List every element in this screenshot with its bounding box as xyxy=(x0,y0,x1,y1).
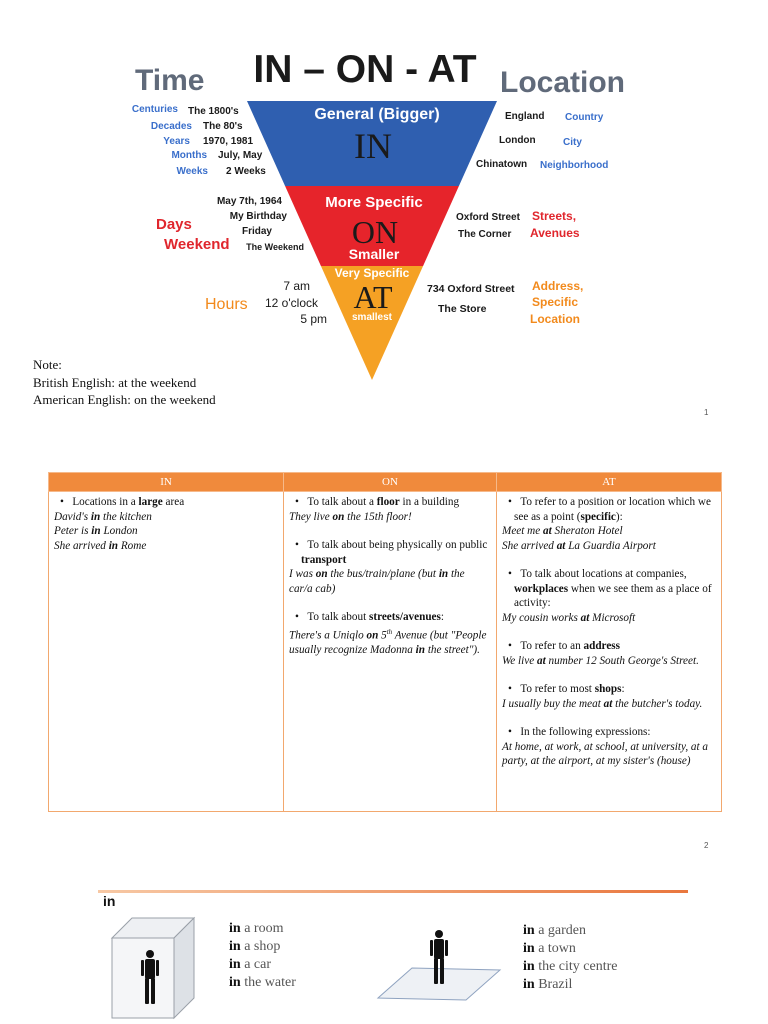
in-phrase-list-left xyxy=(229,920,296,992)
place-cat-country: Country xyxy=(565,112,604,123)
at-example: My cousin works at Microsoft xyxy=(502,611,636,624)
time-ex-centuries: The 1800's xyxy=(188,106,239,117)
table-row xyxy=(49,492,722,812)
place-ex-chinatown: Chinatown xyxy=(476,159,528,170)
at-example: We live at number 12 South George's Street. xyxy=(502,654,699,667)
in-cell xyxy=(49,492,284,812)
at-place-ex-1: 734 Oxford Street xyxy=(427,283,515,295)
in-caption: General (Bigger) xyxy=(314,106,440,123)
on-place-cat-streets: Streets, xyxy=(532,209,577,223)
list-item: in a town xyxy=(523,941,576,956)
section-strip xyxy=(98,890,688,893)
at-rule-shops: • To refer to most shops: xyxy=(502,682,716,697)
at-time-cat-hours: Hours xyxy=(205,296,248,313)
on-place-ex-1: Oxford Street xyxy=(456,212,520,223)
list-item: in a car xyxy=(229,957,271,972)
at-example: I usually buy the meat at the butcher's today. xyxy=(502,697,703,710)
time-cat-decades: Decades xyxy=(150,121,192,132)
list-item: in the water xyxy=(229,975,296,990)
on-cell xyxy=(284,492,497,812)
at-rule-workplaces: • To talk about locations at companies, workplaces when we see them as a place of activity: xyxy=(502,567,716,611)
at-place-cat-address: Address, xyxy=(532,279,584,293)
at-sub: smallest xyxy=(351,312,393,323)
list-item: in the city centre xyxy=(523,959,618,974)
at-time-ex-1: 7 am xyxy=(283,279,310,293)
at-time-ex-3: 5 pm xyxy=(300,312,327,326)
time-ex-months: July, May xyxy=(218,150,263,161)
time-cat-years: Years xyxy=(163,136,190,147)
place-cat-neighborhood: Neighborhood xyxy=(540,160,609,171)
list-item: in a garden xyxy=(523,923,586,938)
on-time-ex-2: My Birthday xyxy=(229,211,287,222)
open-area-illustration xyxy=(374,924,504,1004)
place-ex-england: England xyxy=(505,111,545,122)
on-time-ex-3: Friday xyxy=(241,226,272,237)
on-time-cat-days: Days xyxy=(156,216,192,233)
on-example: They live on the 15th floor! xyxy=(289,510,412,523)
location-heading: Location xyxy=(500,66,625,99)
at-place-cat-specific: Specific xyxy=(532,295,579,309)
on-place-ex-2: The Corner xyxy=(458,229,512,240)
on-caption: More Specific xyxy=(325,194,423,211)
on-time-ex-1: May 7th, 1964 xyxy=(216,196,282,207)
time-cat-months: Months xyxy=(171,150,207,161)
at-example: Meet me at Sheraton Hotel xyxy=(502,525,623,537)
on-sub: Smaller xyxy=(348,246,400,262)
on-place-cat-avenues: Avenues xyxy=(530,226,580,240)
on-example: I was on the bus/train/plane (but in the car/a cab) xyxy=(289,568,465,595)
list-item: in Brazil xyxy=(523,977,573,992)
on-rule-streets: • To talk about streets/avenues: xyxy=(289,610,491,625)
note-british: British English: at the weekend xyxy=(33,375,197,390)
in-example: Peter is in London xyxy=(54,525,138,537)
time-cat-centuries: Centuries xyxy=(131,104,178,115)
place-ex-london: London xyxy=(499,135,536,146)
in-section-label: in xyxy=(103,893,116,909)
time-ex-decades: The 80's xyxy=(203,121,243,132)
list-item: in a room xyxy=(229,921,284,936)
at-rule-expressions: • In the following expressions: xyxy=(502,725,716,740)
room-cube-illustration xyxy=(108,910,198,1020)
in-on-at-infographic xyxy=(0,0,768,400)
list-item: in a shop xyxy=(229,939,281,954)
page-number-2: 2 xyxy=(704,841,709,850)
in-word: IN xyxy=(354,126,392,166)
page-number-1: 1 xyxy=(704,408,709,417)
at-example: At home, at work, at school, at university, at a party, at the airport, at my sister's (house) xyxy=(502,740,709,767)
in-rule-large-area: • Locations in a large area xyxy=(54,495,278,510)
on-time-cat-weekend: Weekend xyxy=(164,236,230,253)
on-rule-transport: • To talk about being physically on public transport xyxy=(289,538,491,567)
header-on: ON xyxy=(284,473,497,492)
at-caption: Very Specific xyxy=(334,266,410,280)
on-time-ex-4: The Weekend xyxy=(246,242,304,252)
place-cat-city: City xyxy=(563,137,582,148)
time-ex-years: 1970, 1981 xyxy=(203,136,254,147)
at-example: She arrived at La Guardia Airport xyxy=(502,539,656,552)
in-example: David's in the kitchen xyxy=(54,510,152,523)
on-rule-floor: • To talk about a floor in a building xyxy=(289,495,491,510)
on-example: There's a Uniqlo on 5th Avenue (but "People usually recognize Madonna in the street"). xyxy=(289,627,487,656)
time-cat-weeks: Weeks xyxy=(176,166,208,177)
preposition-table xyxy=(48,472,722,812)
time-ex-weeks: 2 Weeks xyxy=(226,166,266,177)
at-rule-address: • To refer to an address xyxy=(502,639,716,654)
at-place-cat-location: Location xyxy=(530,312,580,326)
at-cell xyxy=(497,492,722,812)
note-american: American English: on the weekend xyxy=(33,392,216,407)
on-word: ON xyxy=(351,214,399,250)
at-rule-point: • To refer to a position or location which we see as a point (specific): xyxy=(502,495,716,524)
header-in: IN xyxy=(49,473,284,492)
time-heading: Time xyxy=(135,64,205,97)
header-at: AT xyxy=(497,473,722,492)
title: IN – ON - AT xyxy=(253,48,477,91)
at-place-ex-2: The Store xyxy=(438,303,487,315)
at-word: AT xyxy=(353,279,393,315)
at-time-ex-2: 12 o'clock xyxy=(265,296,318,310)
in-phrase-list-right xyxy=(523,922,617,994)
in-example: She arrived in Rome xyxy=(54,539,147,552)
note-label: Note: xyxy=(33,357,62,372)
table-header-row xyxy=(49,473,722,492)
